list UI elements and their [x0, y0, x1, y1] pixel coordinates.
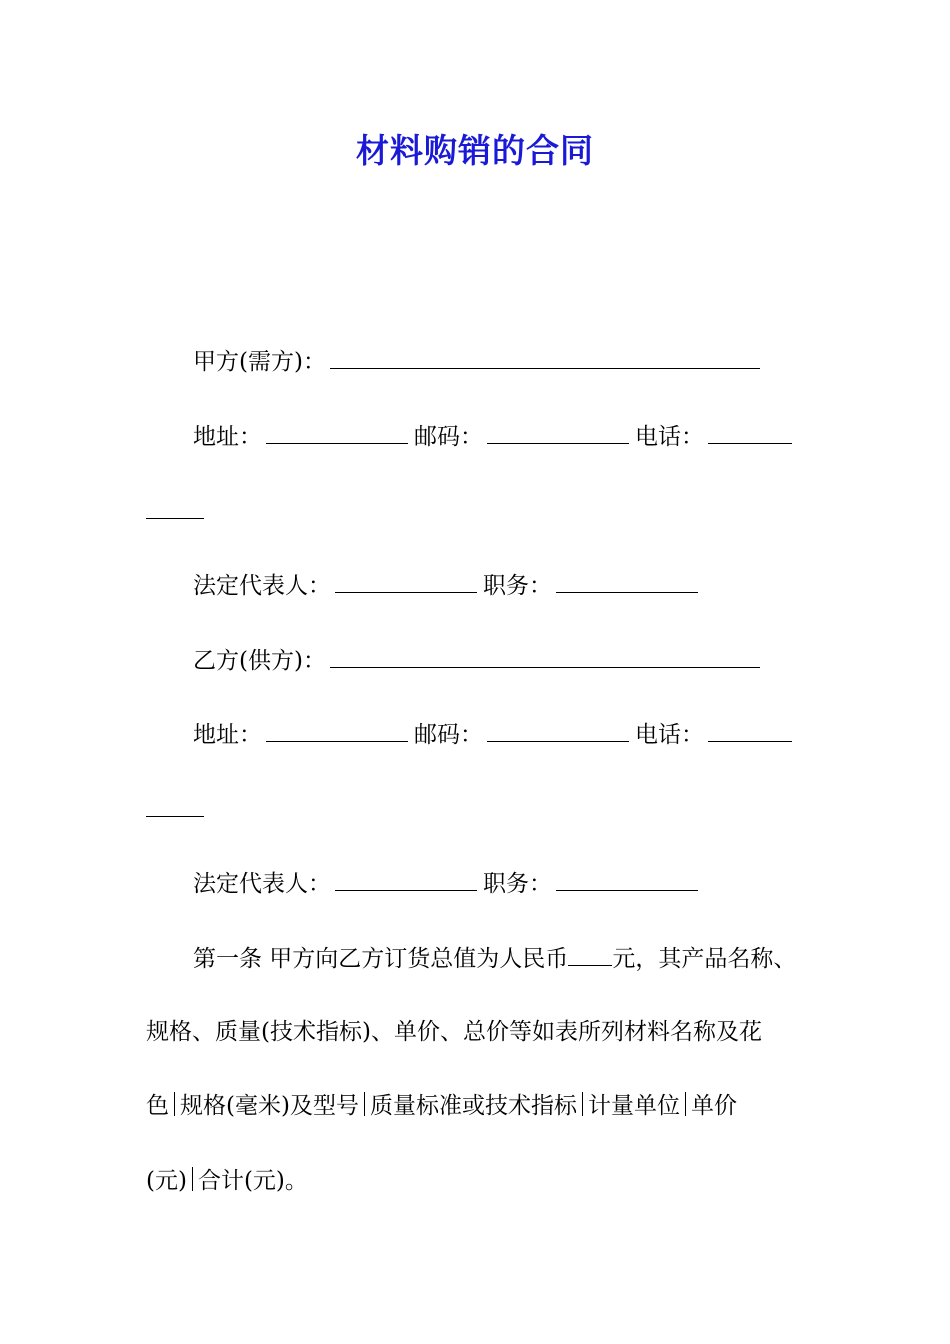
column-separator: [582, 1092, 583, 1116]
party-b-phone-label: 电话：: [635, 722, 704, 748]
party-a-phone-blank-continued[interactable]: [146, 494, 204, 519]
article1-line4: [146, 1165, 826, 1197]
party-a-line: [193, 344, 833, 378]
table-column-color: 色: [146, 1093, 169, 1119]
party-a-position-label: 职务：: [483, 573, 552, 599]
party-b-address-label: 地址：: [193, 722, 262, 748]
article1-text-b: 元，其产品名称、: [612, 946, 797, 972]
party-b-postcode-blank[interactable]: [487, 717, 629, 742]
article1-line3: [146, 1090, 826, 1122]
document-title: 材料购销的合同: [356, 131, 594, 170]
party-b-postcode-label: 邮码：: [414, 722, 483, 748]
party-a-postcode-label: 邮码：: [414, 424, 483, 450]
total-value-blank[interactable]: [568, 941, 612, 966]
article1-text-a: 第一条 甲方向乙方订货总值为人民币: [193, 946, 569, 972]
table-column-unit: 计量单位: [587, 1093, 680, 1119]
party-a-postcode-blank[interactable]: [487, 419, 629, 444]
party-b-position-label: 职务：: [483, 871, 552, 897]
article1-text-line2: 规格、质量(技术指标)、单价、总价等如表所列材料名称及花: [146, 1019, 762, 1045]
column-separator: [174, 1092, 175, 1116]
party-b-rep-label: 法定代表人：: [193, 871, 331, 897]
table-column-price: 单价: [690, 1093, 737, 1119]
party-b-position-blank[interactable]: [556, 866, 698, 891]
column-separator: [364, 1092, 365, 1116]
party-b-phone-blank[interactable]: [708, 717, 792, 742]
party-b-line: [193, 643, 833, 677]
party-a-address-label: 地址：: [193, 424, 262, 450]
table-column-price-unit: (元): [146, 1168, 187, 1194]
party-b-rep-line: [193, 866, 833, 900]
party-b-phone-continued: [146, 792, 826, 826]
party-a-phone-blank[interactable]: [708, 419, 792, 444]
party-a-phone-continued: [146, 494, 826, 528]
party-a-contact-line: [193, 419, 833, 453]
table-column-spec: 规格(毫米)及型号: [180, 1093, 359, 1119]
party-b-phone-blank-continued[interactable]: [146, 792, 204, 817]
column-separator: [192, 1167, 193, 1191]
party-a-position-blank[interactable]: [556, 568, 698, 593]
party-b-address-blank[interactable]: [266, 717, 408, 742]
party-b-label: 乙方(供方)：: [193, 648, 326, 674]
party-b-name-blank[interactable]: [330, 643, 760, 668]
column-separator: [685, 1092, 686, 1116]
article1-line2: [146, 1016, 826, 1048]
party-a-name-blank[interactable]: [330, 344, 760, 369]
party-b-rep-blank[interactable]: [335, 866, 477, 891]
party-b-contact-line: [193, 717, 833, 751]
article1-line1: [193, 941, 833, 975]
party-a-phone-label: 电话：: [635, 424, 704, 450]
party-a-rep-label: 法定代表人：: [193, 573, 331, 599]
party-a-rep-line: [193, 568, 833, 602]
party-a-rep-blank[interactable]: [335, 568, 477, 593]
table-column-total: 合计(元)。: [197, 1168, 308, 1194]
party-a-label: 甲方(需方)：: [193, 349, 326, 375]
table-column-quality: 质量标准或技术指标: [369, 1093, 577, 1119]
party-a-address-blank[interactable]: [266, 419, 408, 444]
